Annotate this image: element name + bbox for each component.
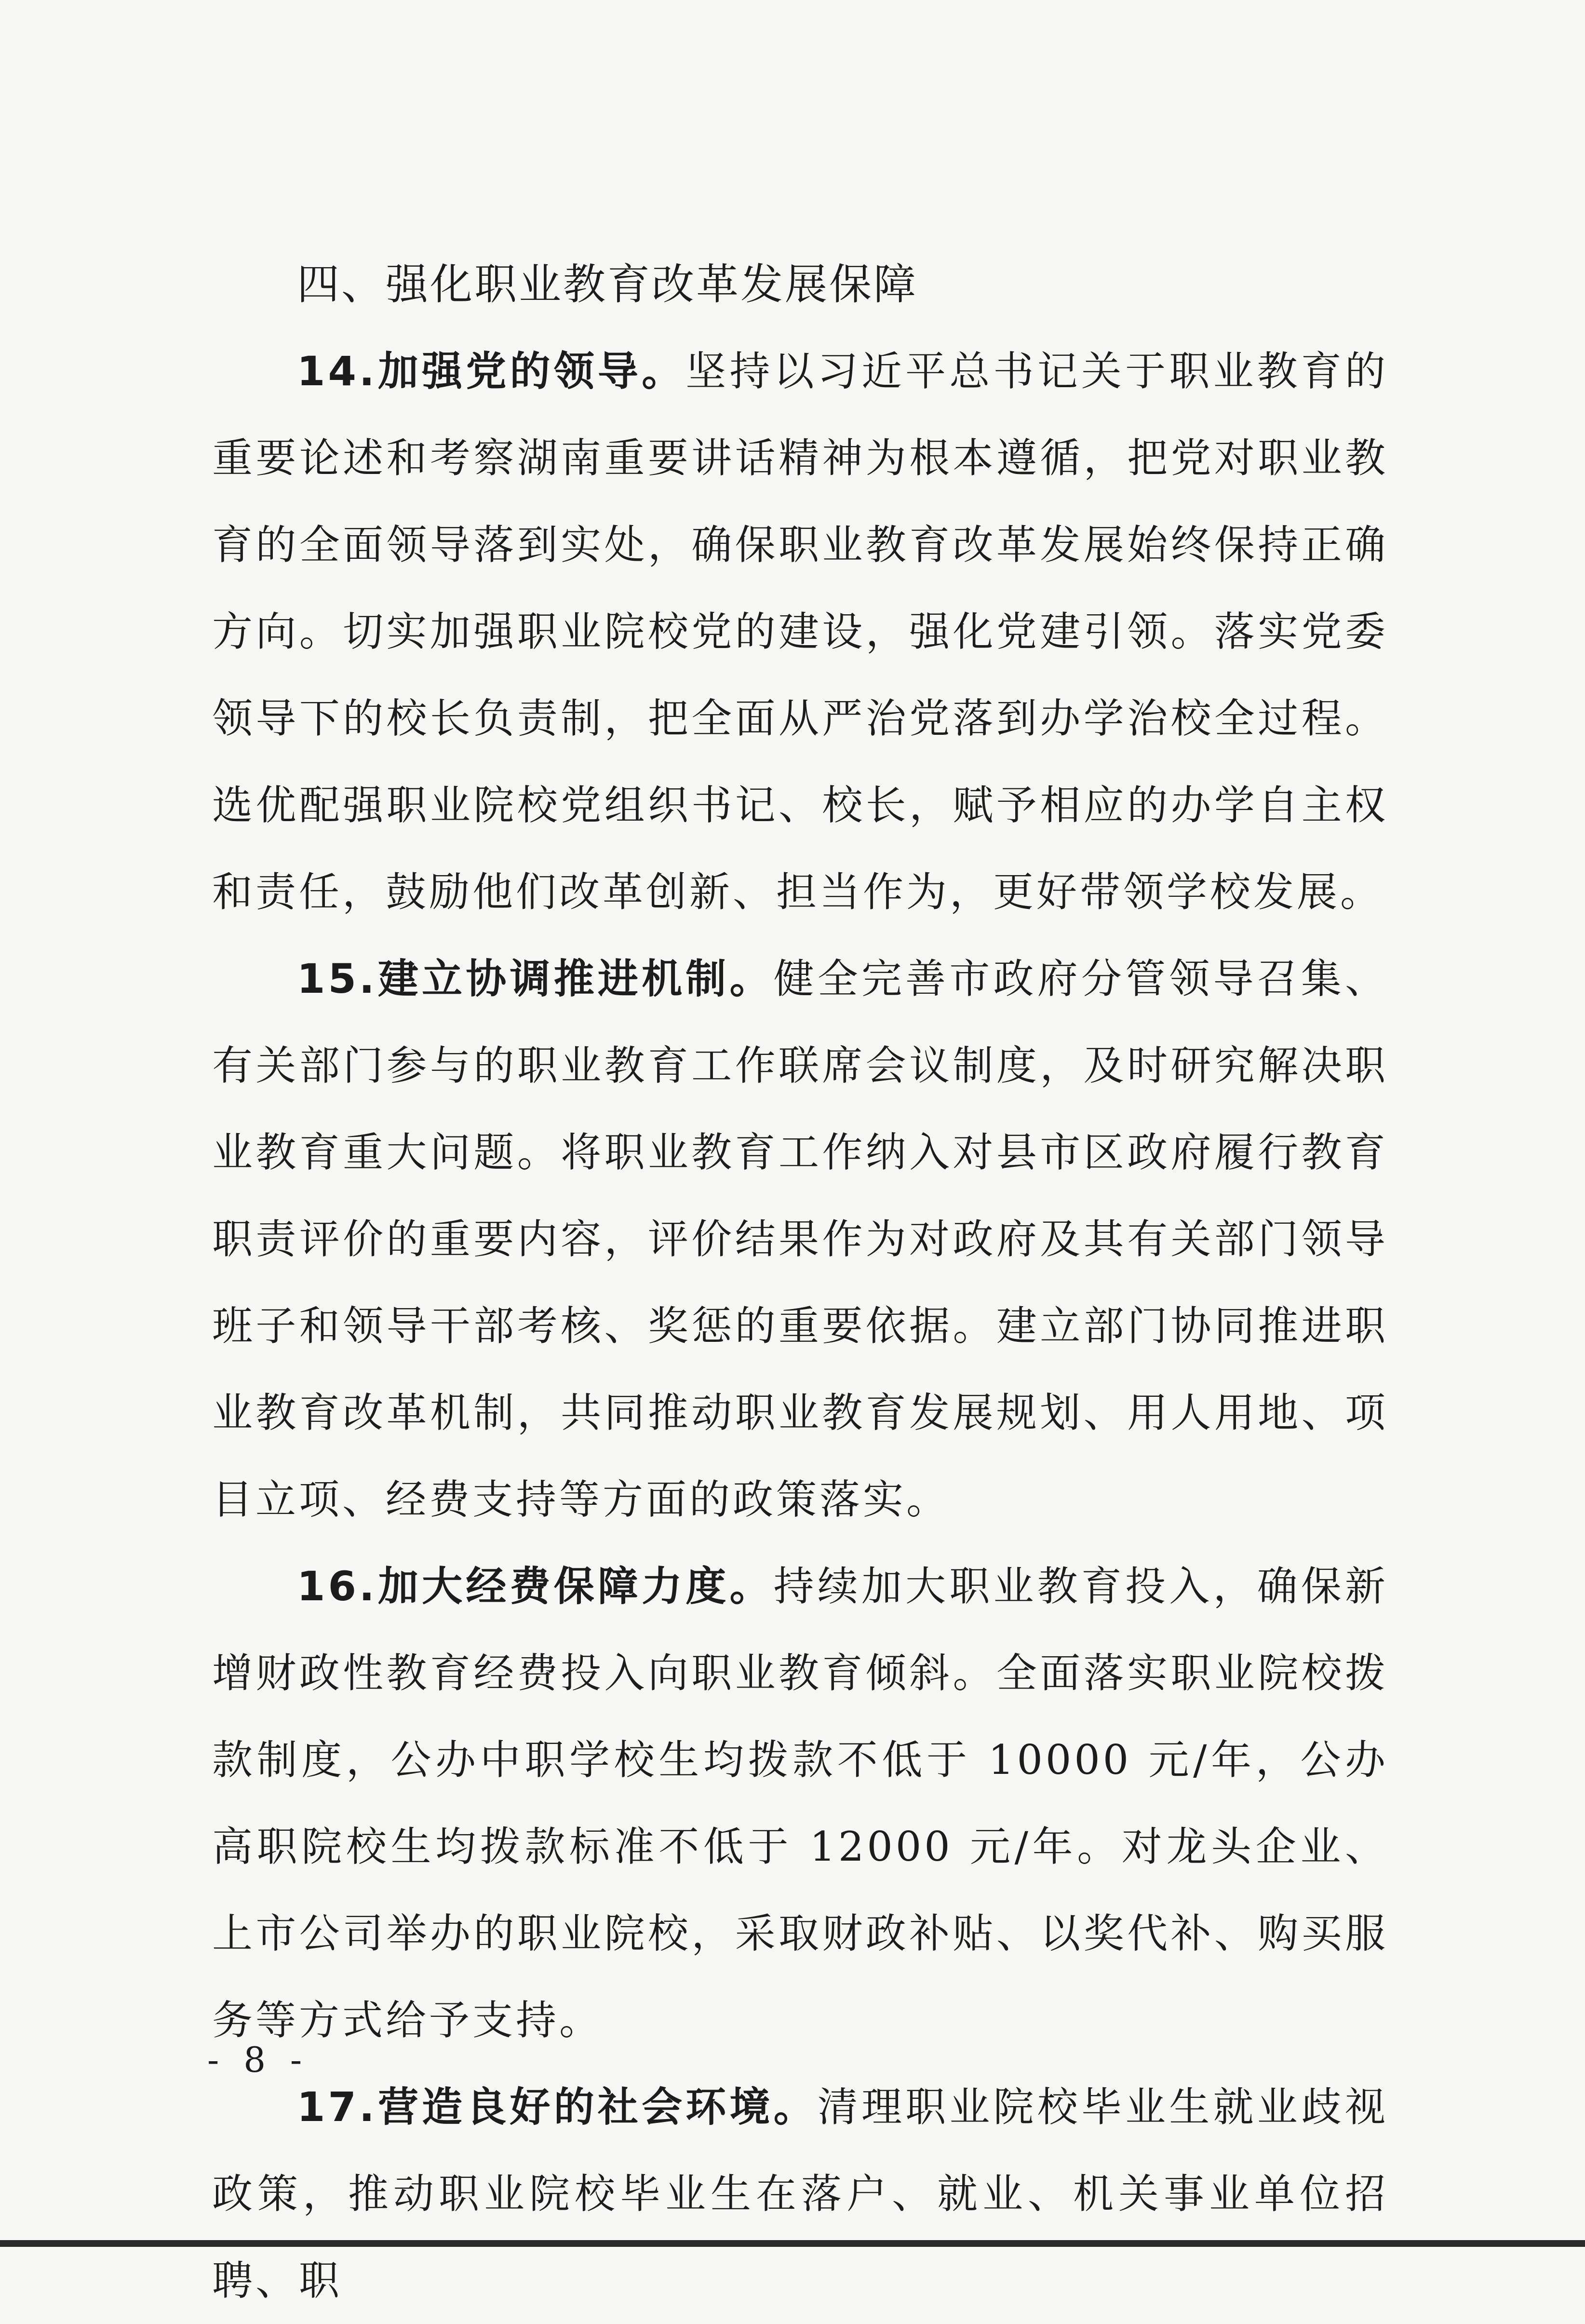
paragraph-15 (212, 935, 1388, 1543)
paragraph-text: 清理职业院校毕业生就业歧视政策，推动职业院校毕业生在落户、就业、机关事业单位招聘、职 (212, 2083, 1388, 2304)
bottom-edge-rule (0, 2240, 1585, 2247)
paragraph-lead: 14.加强党的领导。 (297, 348, 686, 395)
paragraph-lead: 17.营造良好的社会环境。 (297, 2083, 818, 2131)
paragraph-text: 坚持以习近平总书记关于职业教育的重要论述和考察湖南重要讲话精神为根本遵循，把党对职业教育的全面领导落到实处，确保职业教育改革发展始终保持正确方向。切实加强职业院校党的建设，强化党建引领。落实党委领导下的校长负责制，把全面从严治党落到办学治校全过程。选优配强职业院校党组织书记、校长，赋予相应的办学自主权和责任，鼓励他们改革创新、担当作为，更好带领学校发展。 (212, 348, 1388, 916)
paragraph-lead: 16.加大经费保障力度。 (297, 1563, 774, 1610)
document-body (212, 241, 1388, 2324)
paragraph-text: 健全完善市政府分管领导召集、有关部门参与的职业教育工作联席会议制度，及时研究解决职业教育重大问题。将职业教育工作纳入对县市区政府履行教育职责评价的重要内容，评价结果作为对政府及其有关部门领导班子和领导干部考核、奖惩的重要依据。建立部门协同推进职业教育改革机制，共同推动职业教育发展规划、用人用地、项目立项、经费支持等方面的政策落实。 (212, 955, 1388, 1523)
paragraph-16 (212, 1543, 1388, 2064)
page-number: - 8 - (207, 2040, 309, 2080)
paragraph-14 (212, 328, 1388, 935)
section-heading: 四、强化职业教育改革发展保障 (297, 259, 918, 309)
paragraph-text: 持续加大职业教育投入，确保新增财政性教育经费投入向职业教育倾斜。全面落实职业院校拨款制度，公办中职学校生均拨款不低于 10000 元/年，公办高职院校生均拨款标准不低于 12000 元/年。对龙头企业、上市公司举办的职业院校，采取财政补贴、以奖代补、购买服务等方式给予支持。 (212, 1563, 1388, 2044)
paragraph-17 (212, 2064, 1388, 2324)
paragraph-lead: 15.建立协调推进机制。 (297, 955, 774, 1002)
